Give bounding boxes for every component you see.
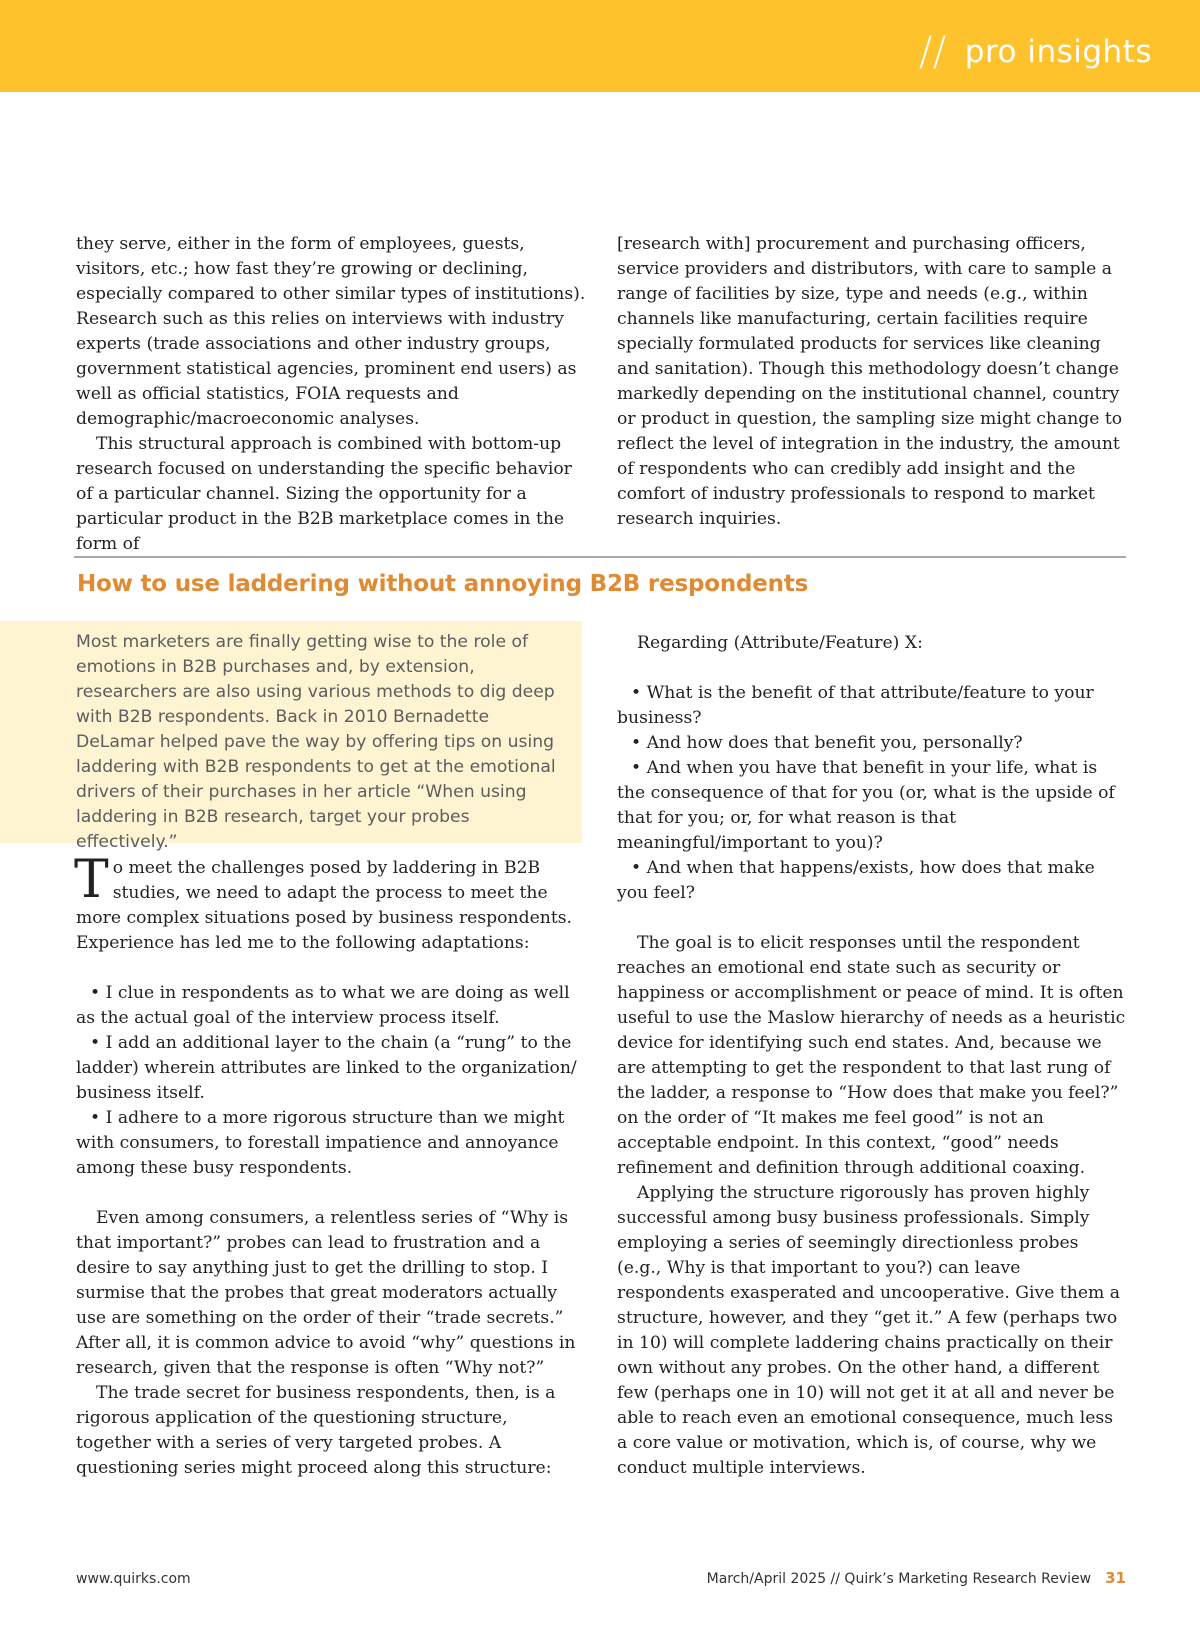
paragraph: they serve, either in the form of employees, guests, visitors, etc.; how fast they’re growing or declining, especially compared to other similar types of institutions). Research such as this relies on interviews with industry experts (trade associations and other industry groups, government statistical agencies, prominent end users) as well as official statistics, FOIA requests and demographic/macroeconomic analyses. [76, 234, 586, 429]
article-headline: How to use laddering without annoying B2B respondents [77, 571, 809, 597]
drop-cap: T [74, 850, 109, 910]
question-item: • What is the benefit of that attribute/feature to your business? [617, 683, 1094, 728]
top-right-column [617, 232, 1127, 532]
page-number: 31 [1105, 1569, 1126, 1587]
question-item: • And how does that benefit you, personally? [631, 733, 1023, 753]
question-item: • And when you have that benefit in your life, what is the consequence of that for you (or, what is the upside of that for you; or, for what reason is that meaningful/important to you)? [617, 758, 1115, 853]
body-left-column [74, 850, 586, 1481]
section-title: pro insights [964, 34, 1152, 70]
paragraph: [research with] procurement and purchasing officers, service providers and distributors, with care to sample a range of facilities by size, type and needs (e.g., within channels like manufacturing, certain facilities require specially formulated products for services like cleaning and sanitation). Though this methodology doesn’t change markedly depending on the institutional channel, country or product in question, the sampling size might change to reflect the level of integration in the industry, the amount of respondents who can credibly add insight and the comfort of industry professionals to respond to market research inquiries. [617, 234, 1123, 529]
header-bar [0, 0, 1200, 92]
section-divider [74, 556, 1126, 558]
issue-text: March/April 2025 // Quirk’s Marketing Research Review [706, 1571, 1092, 1587]
top-left-column [76, 232, 586, 557]
question-lead: Regarding (Attribute/Feature) X: [637, 633, 923, 653]
callout-text: Most marketers are finally getting wise to the role of emotions in B2B purchases and, by extension, researchers are also using various methods to dig deep with B2B respondents. Back in 2010 Bernadette DeLamar helped pave the way by offering tips on using laddering with B2B respondents to get at the emotional drivers of their purchases in her article “When using laddering in B2B research, target your probes effectively.” [76, 632, 556, 852]
bullet-item: • I add an additional layer to the chain (a “rung” to the ladder) wherein attributes are linked to the organization/ business itself. [76, 1033, 577, 1103]
question-item: • And when that happens/exists, how does that make you feel? [617, 858, 1095, 903]
section-slashes: // [918, 29, 947, 75]
paragraph: Even among consumers, a relentless series of “Why is that important?” probes can lead to frustration and a desire to say anything just to get the drilling to stop. I surmise that the probes that great moderators actually use are something on the order of their “trade secrets.” After all, it is common advice to avoid “why” questions in research, given that the response is often “Why not?” [76, 1208, 576, 1378]
paragraph: The trade secret for business respondents, then, is a rigorous application of the questioning structure, together with a series of very targeted probes. A questioning series might proceed along this structure: [76, 1383, 556, 1478]
paragraph: The goal is to elicit responses until the respondent reaches an emotional end state such as security or happiness or accomplishment or peace of mind. It is often useful to use the Maslow hierarchy of needs as a heuristic device for identifying such end states. And, because we are attempting to get the respondent to that last rung of the ladder, a response to “How does that make you feel?” on the order of “It makes me feel good” is not an acceptable endpoint. In this context, “good” needs refinement and definition through additional coaxing. [617, 933, 1126, 1178]
paragraph: This structural approach is combined with bottom-up research focused on understanding the specific behavior of a particular channel. Sizing the opportunity for a particular product in the B2B marketplace comes in the form of [76, 434, 572, 554]
intro-text: o meet the challenges posed by laddering in B2B studies, we need to adapt the process to meet the more complex situations posed by business respondents. Experience has led me to the following adaptations: [76, 858, 573, 953]
footer-issue [707, 1569, 1126, 1587]
paragraph: Applying the structure rigorously has proven highly successful among busy business professionals. Simply employing a series of seemingly directionless probes (e.g., Why is that important to you?) can leave respondents exasperated and uncooperative. Give them a structure, however, and they “get it.” A few (perhaps two in 10) will complete laddering chains practically on their own without any probes. On the other hand, a different few (perhaps one in 10) will not get it at all and never be able to reach even an emotional consequence, much less a core value or motivation, which is, of course, why we conduct multiple interviews. [617, 1183, 1120, 1478]
footer-url: www.quirks.com [76, 1571, 191, 1587]
body-right-column [617, 631, 1127, 1481]
bullet-item: • I adhere to a more rigorous structure than we might with consumers, to forestall impatience and annoyance among these busy respondents. [76, 1108, 565, 1178]
intro-callout [0, 621, 582, 852]
bullet-item: • I clue in respondents as to what we are doing as well as the actual goal of the interview process itself. [76, 983, 570, 1028]
section-tag [918, 26, 1152, 75]
intro-paragraph [74, 850, 586, 956]
